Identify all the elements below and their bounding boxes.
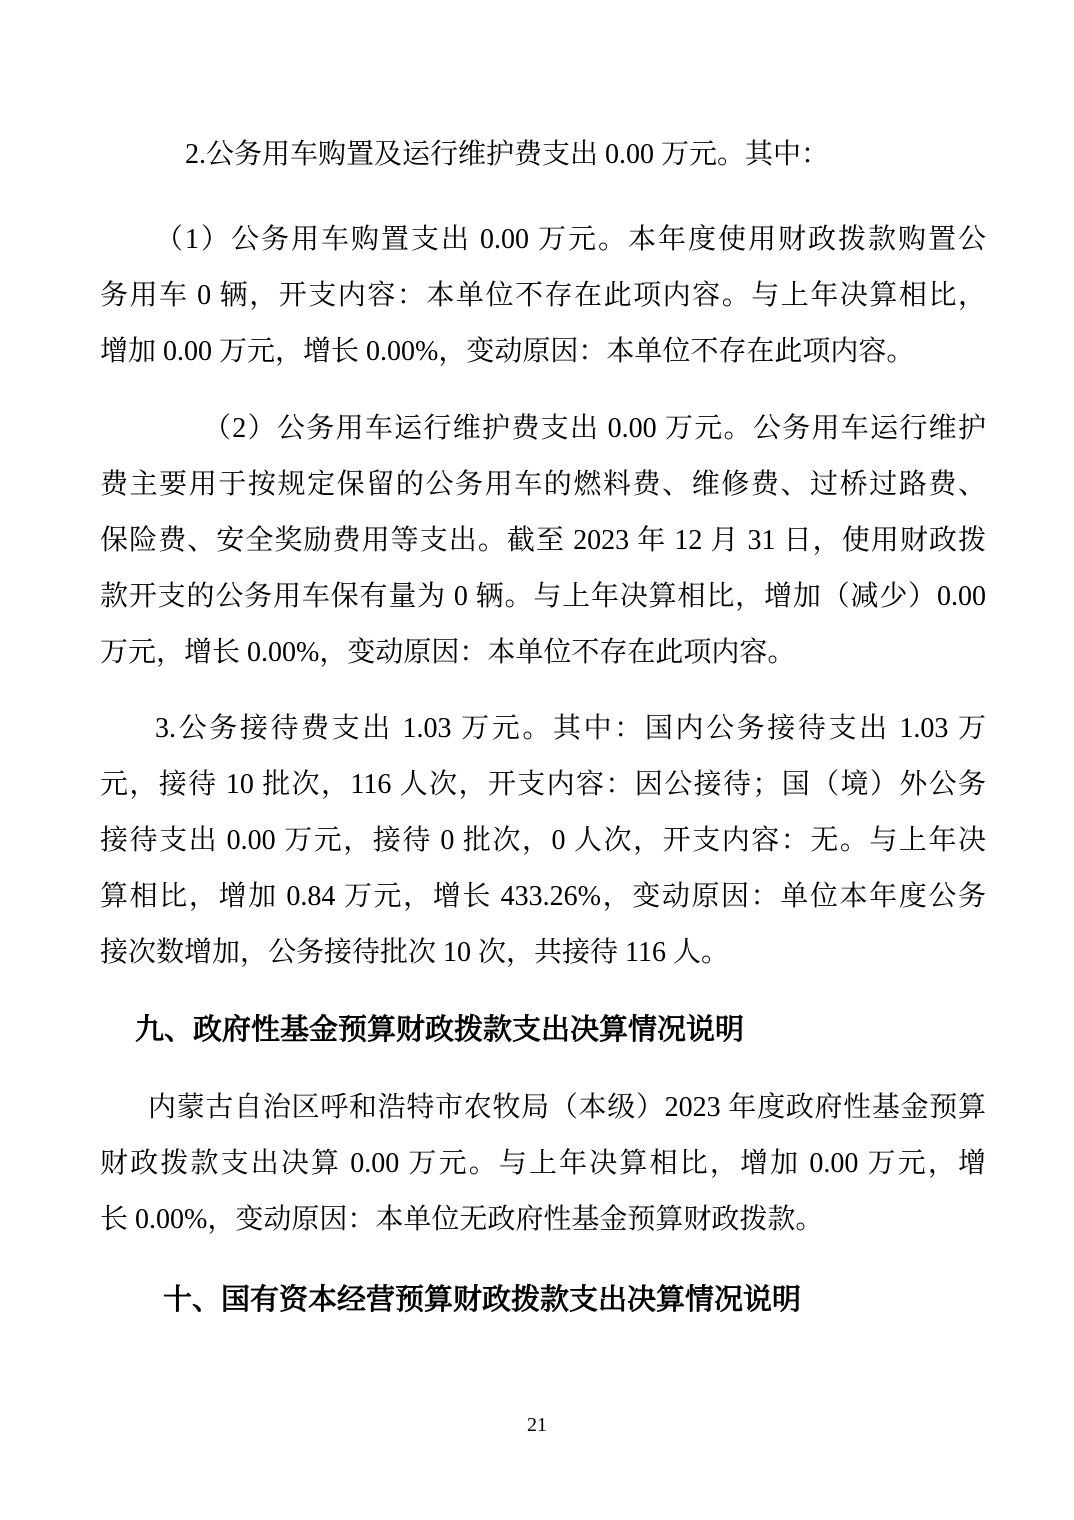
document-body: [100, 127, 986, 1328]
text-line: 长 0.00%，变动原因：本单位无政府性基金预算财政拨款。: [100, 1204, 824, 1235]
text-line: 费主要用于按规定保留的公务用车的燃料费、维修费、过桥过路费、: [100, 469, 986, 500]
paragraph-government-fund: [100, 1080, 986, 1248]
text-line: （1）公务用车购置支出 0.00 万元。本年度使用财政拨款购置公: [155, 224, 986, 255]
text-line: 万元，增长 0.00%，变动原因：本单位不存在此项内容。: [100, 637, 796, 668]
text-line: 2.公务用车购置及运行维护费支出 0.00 万元。其中：: [185, 139, 830, 170]
text-line: （2）公务用车运行维护费支出 0.00 万元。公务用车运行维护: [203, 413, 986, 444]
text-line: 3.公务接待费支出 1.03 万元。其中：国内公务接待支出 1.03 万: [155, 713, 986, 744]
section-heading-ten: 十、国有资本经营预算财政拨款支出决算情况说明: [163, 1284, 802, 1316]
text-line: 内蒙古自治区呼和浩特市农牧局（本级）2023 年度政府性基金预算: [148, 1092, 986, 1123]
text-line: 接次数增加，公务接待批次 10 次，共接待 116 人。: [100, 937, 729, 968]
text-line: 款开支的公务用车保有量为 0 辆。与上年决算相比，增加（减少）0.00: [100, 581, 986, 612]
page-number: 21: [527, 1414, 547, 1436]
text-line: 元，接待 10 批次，116 人次，开支内容：因公接待；国（境）外公务: [100, 769, 986, 800]
paragraph-vehicle-summary: [100, 127, 986, 183]
text-line: 保险费、安全奖励费用等支出。截至 2023 年 12 月 31 日，使用财政拨: [100, 525, 986, 556]
paragraph-vehicle-purchase: [100, 212, 986, 380]
paragraph-vehicle-maintenance: [100, 401, 986, 681]
section-heading-nine: 九、政府性基金预算财政拨款支出决算情况说明: [135, 1014, 745, 1046]
text-line: 接待支出 0.00 万元，接待 0 批次，0 人次，开支内容：无。与上年决: [100, 825, 986, 856]
text-line: 财政拨款支出决算 0.00 万元。与上年决算相比，增加 0.00 万元，增: [100, 1148, 986, 1179]
text-line: 增加 0.00 万元，增长 0.00%，变动原因：本单位不存在此项内容。: [100, 336, 915, 367]
text-line: 务用车 0 辆，开支内容：本单位不存在此项内容。与上年决算相比，: [100, 280, 986, 311]
text-line: 算相比，增加 0.84 万元，增长 433.26%，变动原因：单位本年度公务: [100, 881, 986, 912]
paragraph-official-reception: [100, 701, 986, 981]
